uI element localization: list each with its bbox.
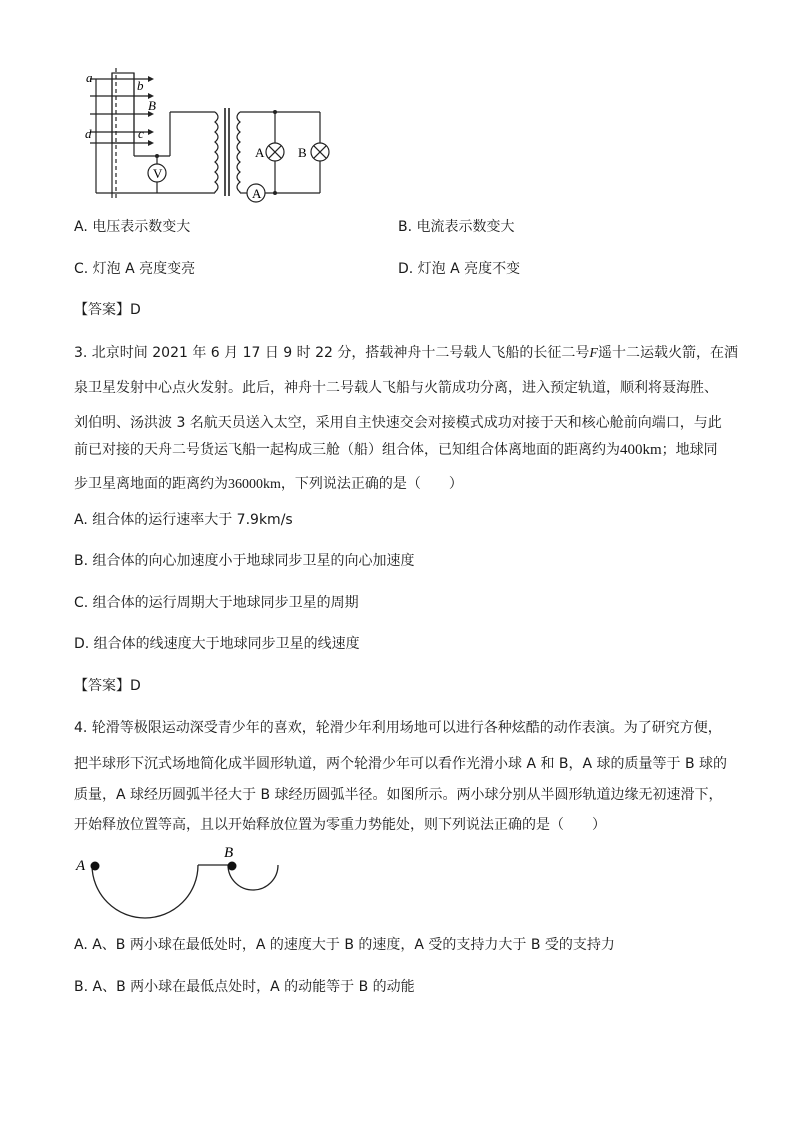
q3-answer — [74, 676, 141, 696]
q3-line4-pre: 前已对接的天舟二号货运飞船一起构成三舱（船）组合体，已知组合体离地面的距离约为 — [74, 442, 620, 458]
label-c: c — [138, 126, 144, 141]
q3-line5-post: ，下列说法正确的是（ ） — [280, 476, 463, 492]
transformer-circuit-figure — [80, 68, 340, 208]
q3-option-c: C. 组合体的运行周期大于地球同步卫星的周期 — [74, 595, 359, 611]
q3-stem-line1 — [74, 343, 738, 364]
q2-answer — [74, 300, 141, 320]
label-B-field: B — [148, 98, 156, 113]
q3-option-d: D. 组合体的线速度大于地球同步卫星的线速度 — [74, 636, 360, 652]
q2-option-c: C. 灯泡 A 亮度变亮 — [74, 261, 196, 277]
voltmeter-label: V — [153, 166, 163, 181]
q3-stem-line4 — [74, 440, 718, 460]
label-b: b — [137, 78, 144, 93]
half-circle-tracks-figure — [74, 843, 294, 923]
q3-line4-post: ；地球同 — [661, 442, 718, 458]
q3-line1-italic: F — [589, 346, 598, 361]
q3-option-a: A. 组合体的运行速率大于 7.9km/s — [74, 512, 293, 528]
label-d: d — [85, 126, 92, 141]
q2-option-b: B. 电流表示数变大 — [398, 219, 515, 235]
q4-stem-line4: 开始释放位置等高，且以开始释放位置为零重力势能处，则下列说法正确的是（ ） — [74, 817, 606, 833]
q3-line4-val: 400km — [620, 442, 662, 458]
ammeter-label: A — [252, 186, 262, 201]
answer-value: D — [130, 678, 141, 694]
ball-a-label: A — [76, 858, 86, 874]
q4-option-a: A. A、B 两小球在最低处时，A 的速度大于 B 的速度，A 受的支持力大于 B 受的支持力 — [74, 937, 615, 953]
q4-stem-line3: 质量，A 球经历圆弧半径大于 B 球经历圆弧半径。如图所示。两小球分别从半圆形轨道边缘无初速滑下， — [74, 787, 723, 803]
q4-option-b: B. A、B 两小球在最低点处时，A 的动能等于 B 的动能 — [74, 979, 415, 995]
label-a: a — [86, 70, 93, 85]
q2-option-d: D. 灯泡 A 亮度不变 — [398, 261, 521, 277]
q3-stem-line2: 泉卫星发射中心点火发射。此后，神舟十二号载人飞船与火箭成功分离，进入预定轨道，顺利将聂海胜、 — [74, 380, 718, 396]
q3-stem-line5 — [74, 474, 463, 495]
q3-line5-pre: 步卫星离地面的距离约为 — [74, 476, 228, 492]
q3-line5-val: 36000km — [228, 477, 281, 492]
q3-option-b: B. 组合体的向心加速度小于地球同步卫星的向心加速度 — [74, 553, 415, 569]
ball-b-label: B — [224, 845, 234, 861]
q3-line1-text: 3. 北京时间 2021 年 6 月 17 日 9 时 22 分，搭载神舟十二号载人飞船的长征二号 — [74, 345, 590, 361]
q2-option-a: A. 电压表示数变大 — [74, 219, 191, 235]
q4-stem-line1: 4. 轮滑等极限运动深受青少年的喜欢，轮滑少年利用场地可以进行各种炫酷的动作表演。为了研究方便， — [74, 720, 722, 736]
answer-value: D — [130, 302, 141, 318]
q4-stem-line2: 把半球形下沉式场地简化成半圆形轨道，两个轮滑少年可以看作光滑小球 A 和 B，A 球的质量等于 B 球的 — [74, 756, 728, 772]
lamp-b-label: B — [298, 145, 307, 160]
q3-stem-line3: 刘伯明、汤洪波 3 名航天员送入太空，采用自主快速交会对接模式成功对接于天和核心舱前向端口，与此 — [74, 415, 722, 431]
answer-tag: 【答案】 — [74, 302, 130, 318]
answer-tag: 【答案】 — [74, 678, 130, 694]
q3-line1-tail: 遥十二运载火箭，在酒 — [597, 345, 738, 361]
lamp-a-label: A — [255, 145, 265, 160]
